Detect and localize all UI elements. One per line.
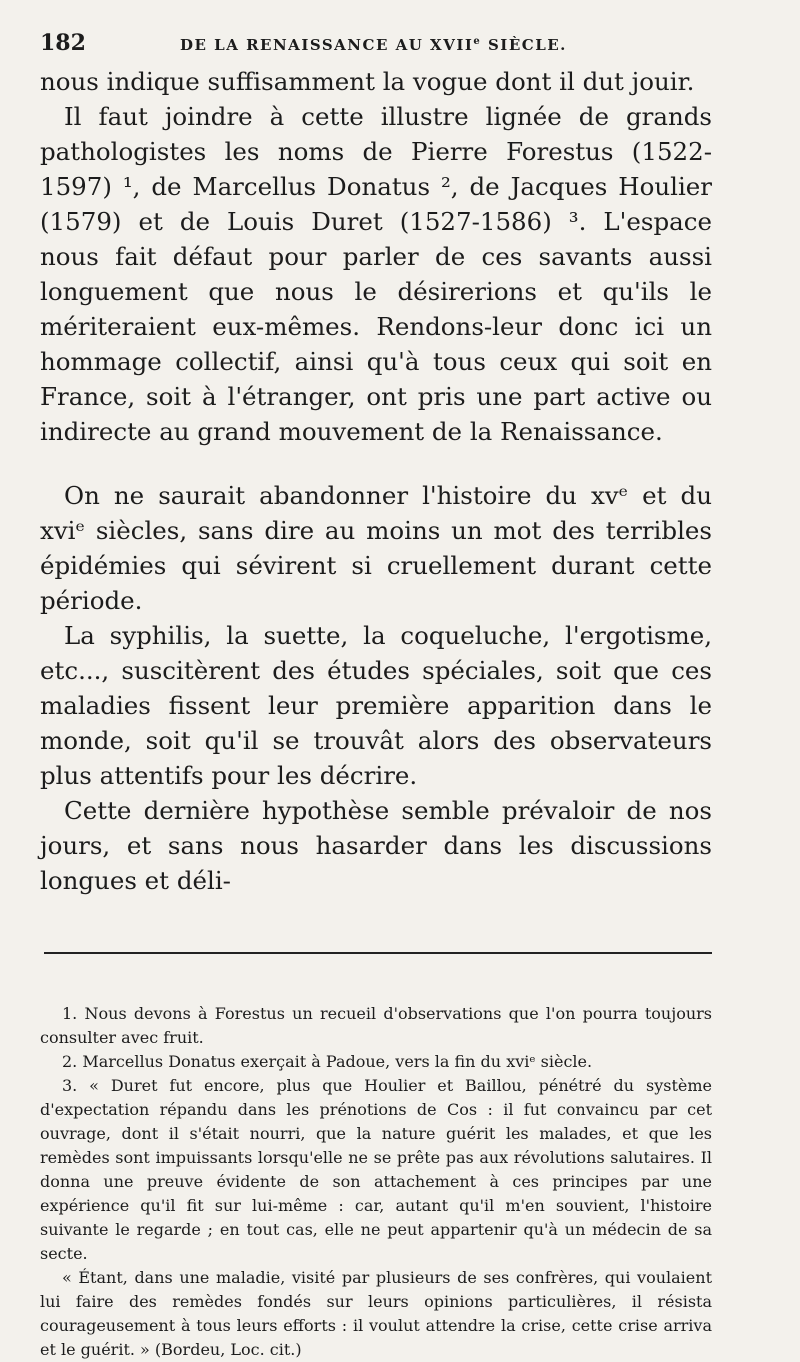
footnotes	[40, 1002, 712, 1362]
running-head-text: DE LA RENAISSANCE AU XVII	[180, 36, 474, 54]
page-header	[40, 30, 712, 64]
paragraph: On ne saurait abandonner l'histoire du xvᵉ et du xviᵉ siècles, sans dire au moins un mot des terribles épidémies qui sévirent si cruellement durant cette période.	[40, 481, 712, 615]
running-head-superscript: e	[473, 36, 482, 47]
footnote: 3. « Duret fut encore, plus que Houlier et Baillou, pénétré du système d'expectation répandu dans les prénotions de Cos : il fut convaincu par cet ouvrage, dont il s'était nourri, que la nature guérit les malades, et que les remèdes sont impuissants lorsqu'elle ne se prête pas aux révolutions salutaires. Il donna une preuve évidente de son attachement à ces principes par une expérience qu'il fit sur lui-même : car, autant qu'il m'en souvient, l'histoire suivante le regarde ; en tout cas, elle ne peut appartenir qu'à un médecin de sa secte.	[40, 1076, 712, 1263]
paragraph: Il faut joindre à cette illustre lignée de grands pathologistes les noms de Pierre Forestus (1522-1597) ¹, de Marcellus Donatus ², de Jacques Houlier (1579) et de Louis Duret (1527-1586) ³. L'espace nous fait défaut pour parler de ces savants aussi longuement que nous le désirerions et qu'ils le mériteraient eux-mêmes. Rendons-leur donc ici un hommage collectif, ainsi qu'à tous ceux qui soit en France, soit à l'étranger, ont pris une part active ou indirecte au grand mouvement de la Renaissance.	[40, 102, 712, 446]
footnote: 2. Marcellus Donatus exerçait à Padoue, vers la fin du xviᵉ siècle.	[62, 1052, 593, 1071]
paragraph-continued: nous indique suffisamment la vogue dont il dut jouir.	[40, 67, 695, 96]
page-number: 182	[40, 30, 86, 56]
footnote-divider	[44, 952, 712, 954]
paragraph: La syphilis, la suette, la coqueluche, l'ergotisme, etc..., suscitèrent des études spéciales, soit que ces maladies fissent leur première apparition dans le monde, soit qu'il se trouvât alors des observateurs plus attentifs pour les décrire.	[40, 621, 712, 790]
running-head-end: SIÈCLE.	[481, 36, 567, 54]
paragraph: Cette dernière hypothèse semble prévaloir de nos jours, et sans nous hasarder dans les discussions longues et déli-	[40, 796, 712, 895]
footnote: « Étant, dans une maladie, visité par plusieurs de ses confrères, qui voulaient lui faire des remèdes fondés sur leurs opinions particulières, il résista courageusement à tous leurs efforts : il voulut attendre la crise, cette crise arriva et le guérit. » (Bordeu, Loc. cit.)	[40, 1268, 712, 1359]
body-text	[40, 64, 712, 898]
footnote: 1. Nous devons à Forestus un recueil d'observations que l'on pourra toujours consulter avec fruit.	[40, 1004, 712, 1047]
running-head	[180, 36, 567, 54]
